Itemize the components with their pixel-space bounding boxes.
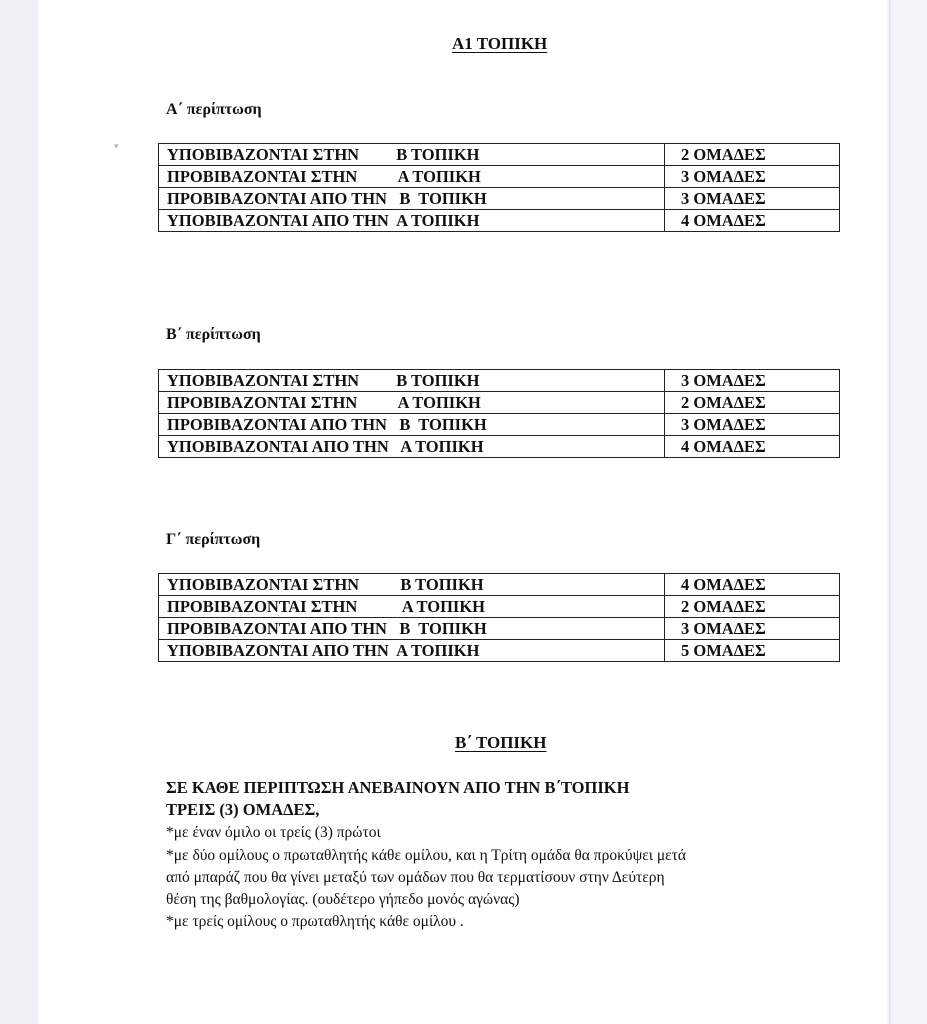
- table-row: [159, 144, 840, 166]
- promotion-statement: ΣΕ ΚΑΘΕ ΠΕΡΙΠΤΩΣΗ ΑΝΕΒΑΙΝΟΥΝ ΑΠΟ ΤΗΝ Β΄ΤΟΠΙΚΗ: [166, 778, 630, 797]
- row-description: ΥΠΟΒΙΒΑΖΟΝΤΑΙ ΑΠΟ ΤΗΝ Α ΤΟΠΙΚΗ: [159, 640, 665, 662]
- table-row: [159, 392, 840, 414]
- scan-speck: ▾: [114, 141, 119, 151]
- table-row: [159, 210, 840, 232]
- rule-line: *με τρείς ομίλους ο πρωταθλητής κάθε ομίλου .: [166, 913, 464, 930]
- row-count: 3 ΟΜΑΔΕΣ: [665, 166, 840, 188]
- table-row: [159, 166, 840, 188]
- rule-line: θέση της βαθμολογίας. (ουδέτερο γήπεδο μονός αγώνας): [166, 891, 520, 908]
- page-edge-shadow: [889, 0, 891, 1024]
- table-row: [159, 640, 840, 662]
- case-table-c: [158, 573, 840, 662]
- table-row: [159, 188, 840, 210]
- viewer-background: [887, 0, 927, 1024]
- row-description: ΠΡΟΒΙΒΑΖΟΝΤΑΙ ΑΠΟ ΤΗΝ Β ΤΟΠΙΚΗ: [159, 188, 665, 210]
- row-count: 4 ΟΜΑΔΕΣ: [665, 574, 840, 596]
- section-heading-b: Β΄ ΤΟΠΙΚΗ: [455, 733, 547, 752]
- table-row: [159, 436, 840, 458]
- row-count: 3 ΟΜΑΔΕΣ: [665, 618, 840, 640]
- row-count: 4 ΟΜΑΔΕΣ: [665, 210, 840, 232]
- row-count: 2 ΟΜΑΔΕΣ: [665, 596, 840, 618]
- case-title-a: Α΄ περίπτωση: [166, 101, 262, 118]
- case-title-b: Β΄ περίπτωση: [166, 326, 261, 343]
- rule-line: *με δύο ομίλους ο πρωταθλητής κάθε ομίλου, και η Τρίτη ομάδα θα προκύψει μετά: [166, 847, 686, 864]
- rule-line: *με έναν όμιλο οι τρείς (3) πρώτοι: [166, 824, 381, 841]
- row-description: ΥΠΟΒΙΒΑΖΟΝΤΑΙ ΑΠΟ ΤΗΝ Α ΤΟΠΙΚΗ: [159, 210, 665, 232]
- row-description: ΠΡΟΒΙΒΑΖΟΝΤΑΙ ΑΠΟ ΤΗΝ Β ΤΟΠΙΚΗ: [159, 618, 665, 640]
- row-description: ΥΠΟΒΙΒΑΖΟΝΤΑΙ ΣΤΗΝ Β ΤΟΠΙΚΗ: [159, 370, 665, 392]
- row-description: ΠΡΟΒΙΒΑΖΟΝΤΑΙ ΣΤΗΝ Α ΤΟΠΙΚΗ: [159, 596, 665, 618]
- row-count: 3 ΟΜΑΔΕΣ: [665, 370, 840, 392]
- row-description: ΥΠΟΒΙΒΑΖΟΝΤΑΙ ΣΤΗΝ Β ΤΟΠΙΚΗ: [159, 574, 665, 596]
- case-table-b: [158, 369, 840, 458]
- row-count: 2 ΟΜΑΔΕΣ: [665, 144, 840, 166]
- row-description: ΠΡΟΒΙΒΑΖΟΝΤΑΙ ΣΤΗΝ Α ΤΟΠΙΚΗ: [159, 392, 665, 414]
- row-count: 3 ΟΜΑΔΕΣ: [665, 414, 840, 436]
- table-row: [159, 574, 840, 596]
- row-count: 4 ΟΜΑΔΕΣ: [665, 436, 840, 458]
- row-count: 2 ΟΜΑΔΕΣ: [665, 392, 840, 414]
- row-description: ΠΡΟΒΙΒΑΖΟΝΤΑΙ ΣΤΗΝ Α ΤΟΠΙΚΗ: [159, 166, 665, 188]
- promotion-count: ΤΡΕΙΣ (3) ΟΜΑΔΕΣ,: [166, 800, 320, 819]
- row-description: ΠΡΟΒΙΒΑΖΟΝΤΑΙ ΑΠΟ ΤΗΝ Β ΤΟΠΙΚΗ: [159, 414, 665, 436]
- row-description: ΥΠΟΒΙΒΑΖΟΝΤΑΙ ΣΤΗΝ Β ΤΟΠΙΚΗ: [159, 144, 665, 166]
- row-count: 3 ΟΜΑΔΕΣ: [665, 188, 840, 210]
- table-row: [159, 618, 840, 640]
- rule-line: από μπαράζ που θα γίνει μεταξύ των ομάδων που θα τερματίσουν στην Δεύτερη: [166, 869, 665, 886]
- case-title-c: Γ΄ περίπτωση: [166, 531, 261, 548]
- table-row: [159, 370, 840, 392]
- row-description: ΥΠΟΒΙΒΑΖΟΝΤΑΙ ΑΠΟ ΤΗΝ Α ΤΟΠΙΚΗ: [159, 436, 665, 458]
- case-table-a: [158, 143, 840, 232]
- table-row: [159, 414, 840, 436]
- section-heading-a1: Α1 ΤΟΠΙΚΗ: [452, 34, 548, 53]
- table-row: [159, 596, 840, 618]
- row-count: 5 ΟΜΑΔΕΣ: [665, 640, 840, 662]
